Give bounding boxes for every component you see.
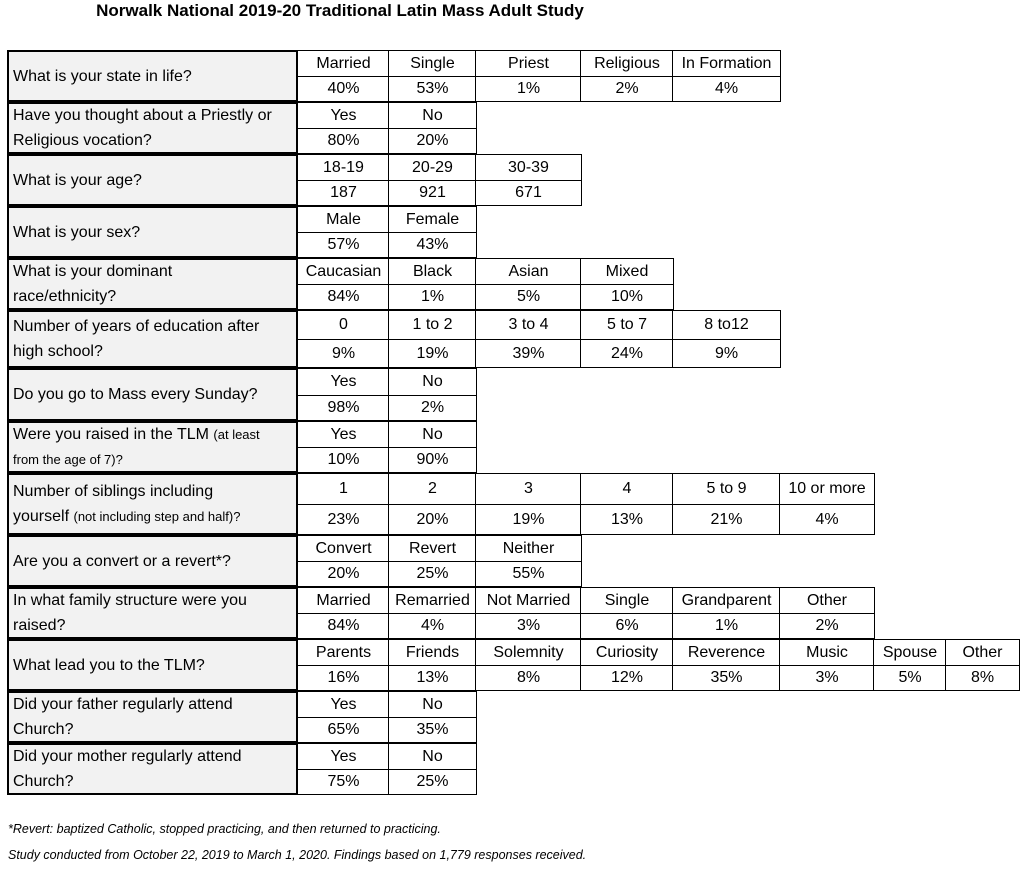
question-cell: What is your state in life? — [7, 50, 298, 102]
answer-label-cell: 1 to 2 — [388, 310, 477, 340]
answer-value-cell: 8% — [475, 665, 582, 691]
answer-value-cell: 35% — [672, 665, 781, 691]
answer-value-cell: 23% — [297, 504, 390, 535]
answer-value-cell: 90% — [388, 447, 477, 473]
answer-value-cell: 2% — [580, 76, 674, 102]
answer-label-cell: 8 to12 — [672, 310, 781, 340]
footnote-revert: *Revert: baptized Catholic, stopped practicing, and then returned to practicing. — [8, 822, 441, 836]
answer-value-cell: 19% — [388, 339, 477, 368]
answer-value-cell: 21% — [672, 504, 781, 535]
footnote-study: Study conducted from October 22, 2019 to March 1, 2020. Findings based on 1,779 responses received. — [8, 848, 587, 862]
answer-value-cell: 25% — [388, 561, 477, 587]
answer-label-cell: 18-19 — [297, 154, 390, 181]
answer-value-cell: 3% — [779, 665, 875, 691]
answer-value-cell: 10% — [580, 284, 674, 310]
answer-value-cell: 84% — [297, 613, 390, 639]
answer-value-cell: 24% — [580, 339, 674, 368]
answer-label-cell: 20-29 — [388, 154, 477, 181]
answer-label-cell: Revert — [388, 535, 477, 562]
question-cell: What lead you to the TLM? — [7, 639, 298, 691]
answer-value-cell: 2% — [388, 395, 477, 421]
question-cell: What is your sex? — [7, 206, 298, 258]
answer-label-cell: Yes — [297, 691, 390, 718]
answer-label-cell: No — [388, 743, 477, 770]
answer-label-cell: 0 — [297, 310, 390, 340]
answer-label-cell: Caucasian — [297, 258, 390, 285]
answer-label-cell: In Formation — [672, 50, 781, 77]
answer-label-cell: Married — [297, 587, 390, 614]
question-cell: Did your father regularly attend Church? — [7, 691, 298, 743]
answer-value-cell: 20% — [297, 561, 390, 587]
answer-value-cell: 9% — [672, 339, 781, 368]
answer-label-cell: Male — [297, 206, 390, 233]
answer-label-cell: Yes — [297, 368, 390, 396]
question-cell: What is your age? — [7, 154, 298, 206]
answer-label-cell: Single — [388, 50, 477, 77]
answer-value-cell: 75% — [297, 769, 390, 795]
answer-value-cell: 12% — [580, 665, 674, 691]
answer-label-cell: Asian — [475, 258, 582, 285]
answer-label-cell: 2 — [388, 473, 477, 505]
question-cell: Have you thought about a Priestly or Religious vocation? — [7, 102, 298, 154]
answer-value-cell: 84% — [297, 284, 390, 310]
answer-label-cell: Parents — [297, 639, 390, 666]
answer-value-cell: 40% — [297, 76, 390, 102]
answer-label-cell: Neither — [475, 535, 582, 562]
answer-value-cell: 19% — [475, 504, 582, 535]
answer-value-cell: 1% — [475, 76, 582, 102]
answer-label-cell: Other — [779, 587, 875, 614]
answer-value-cell: 55% — [475, 561, 582, 587]
answer-value-cell: 35% — [388, 717, 477, 743]
question-cell: Are you a convert or a revert*? — [7, 535, 298, 587]
answer-label-cell: 5 to 7 — [580, 310, 674, 340]
answer-label-cell: 30-39 — [475, 154, 582, 181]
answer-label-cell: Female — [388, 206, 477, 233]
answer-value-cell: 10% — [297, 447, 390, 473]
answer-label-cell: Mixed — [580, 258, 674, 285]
question-cell: Do you go to Mass every Sunday? — [7, 368, 298, 421]
answer-label-cell: 5 to 9 — [672, 473, 781, 505]
answer-value-cell: 671 — [475, 180, 582, 206]
answer-value-cell: 57% — [297, 232, 390, 258]
answer-value-cell: 20% — [388, 504, 477, 535]
answer-value-cell: 6% — [580, 613, 674, 639]
answer-label-cell: Religious — [580, 50, 674, 77]
answer-value-cell: 65% — [297, 717, 390, 743]
answer-value-cell: 25% — [388, 769, 477, 795]
question-cell: Did your mother regularly attend Church? — [7, 743, 298, 795]
answer-value-cell: 20% — [388, 128, 477, 154]
answer-label-cell: Yes — [297, 421, 390, 448]
answer-value-cell: 4% — [672, 76, 781, 102]
answer-value-cell: 13% — [388, 665, 477, 691]
answer-value-cell: 9% — [297, 339, 390, 368]
answer-value-cell: 98% — [297, 395, 390, 421]
answer-value-cell: 43% — [388, 232, 477, 258]
answer-label-cell: Remarried — [388, 587, 477, 614]
answer-value-cell: 39% — [475, 339, 582, 368]
answer-value-cell: 1% — [672, 613, 781, 639]
answer-label-cell: 10 or more — [779, 473, 875, 505]
answer-value-cell: 13% — [580, 504, 674, 535]
answer-value-cell: 53% — [388, 76, 477, 102]
question-cell: Were you raised in the TLM (at least from the age of 7)? — [7, 421, 298, 473]
question-cell: Number of years of education after high school? — [7, 310, 298, 368]
answer-label-cell: Priest — [475, 50, 582, 77]
answer-value-cell: 8% — [945, 665, 1020, 691]
answer-label-cell: Grandparent — [672, 587, 781, 614]
answer-label-cell: Other — [945, 639, 1020, 666]
answer-label-cell: Married — [297, 50, 390, 77]
answer-label-cell: No — [388, 691, 477, 718]
answer-label-cell: 3 to 4 — [475, 310, 582, 340]
question-cell: What is your dominant race/ethnicity? — [7, 258, 298, 310]
answer-label-cell: Friends — [388, 639, 477, 666]
answer-label-cell: 1 — [297, 473, 390, 505]
answer-value-cell: 4% — [779, 504, 875, 535]
answer-label-cell: Music — [779, 639, 875, 666]
page-title: Norwalk National 2019-20 Traditional Latin Mass Adult Study — [96, 1, 584, 20]
answer-value-cell: 4% — [388, 613, 477, 639]
answer-value-cell: 5% — [873, 665, 947, 691]
answer-label-cell: 4 — [580, 473, 674, 505]
answer-value-cell: 80% — [297, 128, 390, 154]
answer-label-cell: 3 — [475, 473, 582, 505]
answer-value-cell: 1% — [388, 284, 477, 310]
answer-label-cell: Solemnity — [475, 639, 582, 666]
answer-value-cell: 5% — [475, 284, 582, 310]
answer-label-cell: Curiosity — [580, 639, 674, 666]
answer-label-cell: Reverence — [672, 639, 781, 666]
answer-label-cell: Not Married — [475, 587, 582, 614]
answer-value-cell: 3% — [475, 613, 582, 639]
answer-label-cell: No — [388, 102, 477, 129]
question-cell: Number of siblings including yourself (not including step and half)? — [7, 473, 298, 535]
answer-label-cell: No — [388, 368, 477, 396]
answer-value-cell: 187 — [297, 180, 390, 206]
answer-label-cell: Convert — [297, 535, 390, 562]
answer-label-cell: Yes — [297, 743, 390, 770]
question-cell: In what family structure were you raised? — [7, 587, 298, 639]
answer-label-cell: No — [388, 421, 477, 448]
answer-value-cell: 2% — [779, 613, 875, 639]
answer-value-cell: 921 — [388, 180, 477, 206]
answer-label-cell: Spouse — [873, 639, 947, 666]
answer-label-cell: Yes — [297, 102, 390, 129]
answer-value-cell: 16% — [297, 665, 390, 691]
answer-label-cell: Black — [388, 258, 477, 285]
answer-label-cell: Single — [580, 587, 674, 614]
